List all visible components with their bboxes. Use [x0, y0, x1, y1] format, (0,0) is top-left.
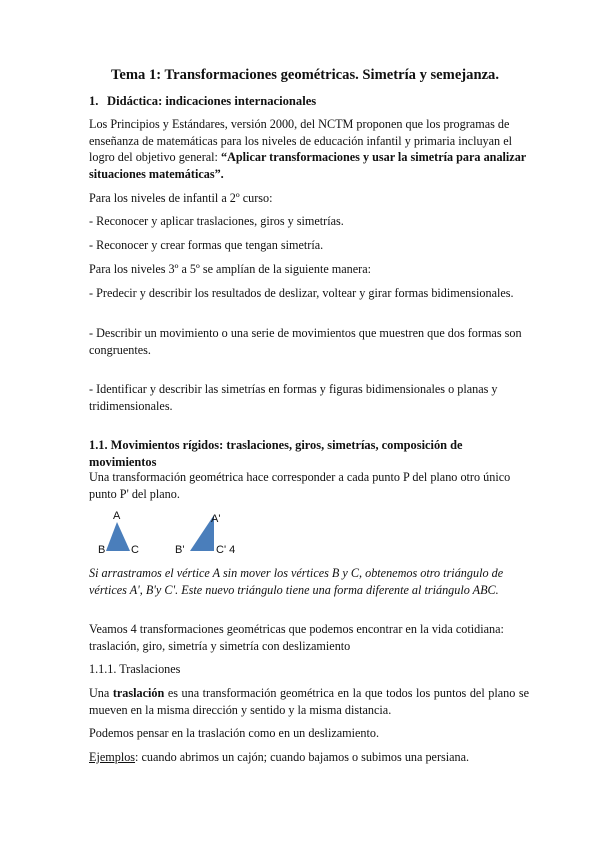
definition-paragraph: Una transformación geométrica hace corresponder a cada punto P del plano otro único punto P' del plano.	[89, 470, 511, 501]
item-describir	[89, 325, 529, 358]
section-1-1-heading: 1.1. Movimientos rígidos: traslaciones, giros, simetrías, composición de movimientos	[89, 438, 463, 469]
triangle-abc	[106, 522, 130, 551]
intro-bold-goal: “Aplicar transformaciones y usar la simetría para analizar situaciones matemáticas”.	[89, 150, 526, 181]
label-b-prime: B'	[175, 544, 185, 556]
infantil-label: Para los niveles de infantil a 2º curso:	[89, 191, 273, 205]
traslacion-definition	[89, 685, 529, 718]
subsection-heading-traslaciones: 1.1.1. Traslaciones	[89, 662, 181, 676]
deslizamiento-text: Podemos pensar en la traslación como en un deslizamiento.	[89, 726, 380, 740]
item-describir-line-1: - Describir un movimiento o una serie de movimientos que muestren que dos formas son	[89, 326, 522, 340]
item-describir-line-2: congruentes.	[89, 342, 151, 357]
ejemplos-paragraph	[89, 749, 529, 766]
transform-intro: Veamos 4 transformaciones geométricas que podemos encontrar en la vida cotidiana: traslación, giro, simetría y simetría con deslizamiento	[89, 622, 504, 653]
infantil-item-2: - Reconocer y crear formas que tengan simetría.	[89, 238, 324, 252]
intro-paragraph	[89, 116, 529, 182]
traslacion-post: es una transformación geométrica en la que todos los puntos del plano se mueven en la misma dirección y sentido y la misma distancia.	[89, 686, 529, 717]
section-1-number: 1.	[89, 94, 99, 108]
section-1-heading-text: Didáctica: indicaciones internacionales	[107, 94, 317, 108]
section-1-heading	[89, 93, 529, 110]
traslacion-pre: Una	[89, 686, 113, 700]
page-title: Tema 1: Transformaciones geométricas. Simetría y semejanza.	[111, 67, 499, 83]
label-a: A	[113, 510, 121, 522]
label-b: B	[98, 544, 106, 556]
intro-text: Los Principios y Estándares, versión 2000, del NCTM proponen que los programas de enseñanza de matemáticas para los niveles de educación infantil y primaria incluyan el logro del objetivo general:	[89, 117, 512, 164]
triangle-figure	[95, 508, 275, 560]
item-identificar: - Identificar y describir las simetrías en formas y figuras bidimensionales o planas y tridimensionales.	[89, 382, 498, 413]
label-c: C	[131, 544, 139, 556]
label-a-prime: A'	[211, 513, 221, 525]
label-c-prime: C' 4	[216, 544, 236, 556]
traslacion-term: traslación	[112, 686, 165, 700]
infantil-item-1: - Reconocer y aplicar traslaciones, giros y simetrías.	[89, 214, 344, 228]
figure-caption: Si arrastramos el vértice A sin mover los vértices B y C, obtenemos otro triángulo de vértices A', B'y C'. Este nuevo triángulo tiene una forma diferente al triángulo ABC.	[89, 566, 504, 597]
item-predecir: - Predecir y describir los resultados de deslizar, voltear y girar formas bidimensionales.	[89, 286, 514, 300]
levels-label: Para los niveles 3º a 5º se amplían de la siguiente manera:	[89, 262, 372, 276]
ejemplos-label: Ejemplos	[89, 750, 136, 764]
ejemplos-text: : cuando abrimos un cajón; cuando bajamos o subimos una persiana.	[135, 750, 470, 764]
